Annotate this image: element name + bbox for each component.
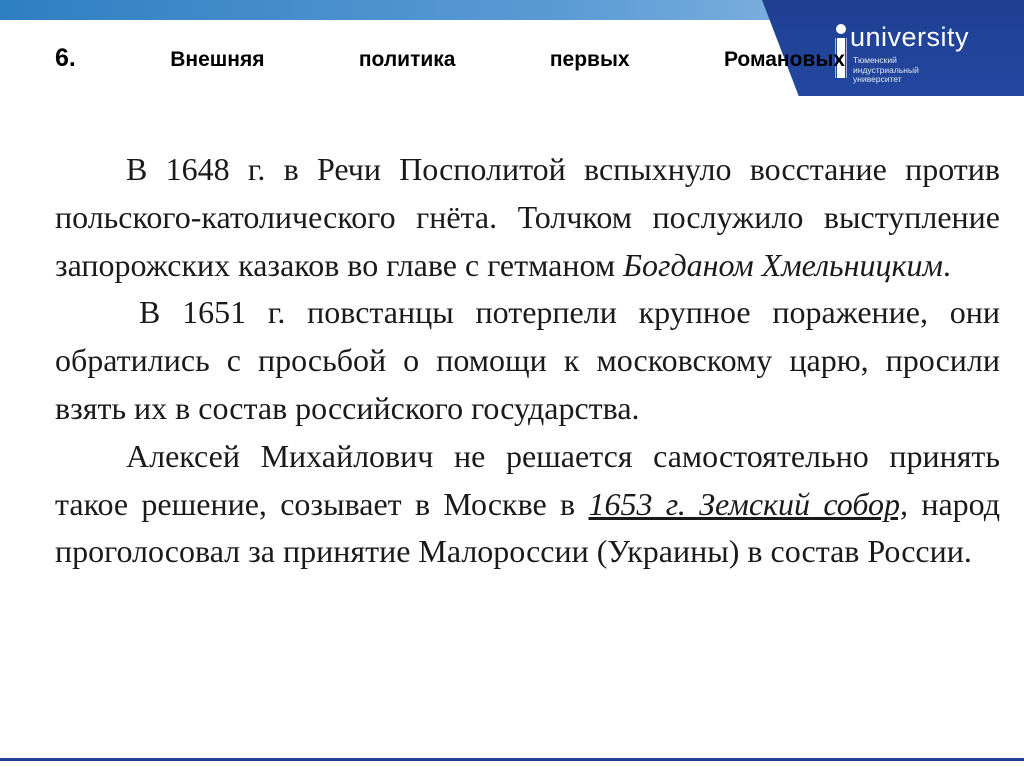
paragraph-3 — [55, 433, 1000, 576]
title-word: политика — [358, 48, 456, 71]
logo-subtitle-line: Тюменский — [853, 55, 897, 65]
paragraph-2: В 1651 г. повстанцы потерпели крупное поражение, они обратились с просьбой о помощи к московскому царю, просили взять их в состав российского государства. — [55, 294, 1000, 426]
title-word: Романовых — [723, 48, 845, 71]
logo-subtitle-line: университет — [853, 74, 902, 84]
title-word: Внешняя — [170, 48, 265, 71]
slide-number: 6. — [55, 44, 76, 72]
title-word: первых — [549, 48, 630, 71]
slide-title — [55, 44, 845, 76]
paragraph-text: В 1648 г. в Речи Посполитой вспыхнуло восстание против польского-католического гнёта. Толчком послужило выступление запорожских казаков во главе с гетманом — [55, 151, 1000, 283]
paragraph-text: народ проголосовал за принятие Малороссии (Украины) в состав России. — [55, 485, 1001, 570]
paragraph-text: Алексей Михайлович не решается самостоятельно принять такое решение, созывает в Москве в — [55, 437, 1000, 522]
slide-body — [55, 146, 1000, 576]
underlined-event: 1653 г. Земский собор, — [588, 485, 909, 522]
logo-subtitle-line: индустриальный — [853, 64, 919, 75]
logo-wordmark: university — [850, 22, 970, 52]
university-logo — [832, 16, 1012, 88]
bottom-rule — [0, 758, 1024, 761]
person-name: Богданом Хмельницким — [623, 246, 943, 283]
paragraph-1 — [55, 146, 1000, 289]
paragraph-text: . — [942, 246, 951, 283]
logo-subtitle — [853, 56, 963, 85]
